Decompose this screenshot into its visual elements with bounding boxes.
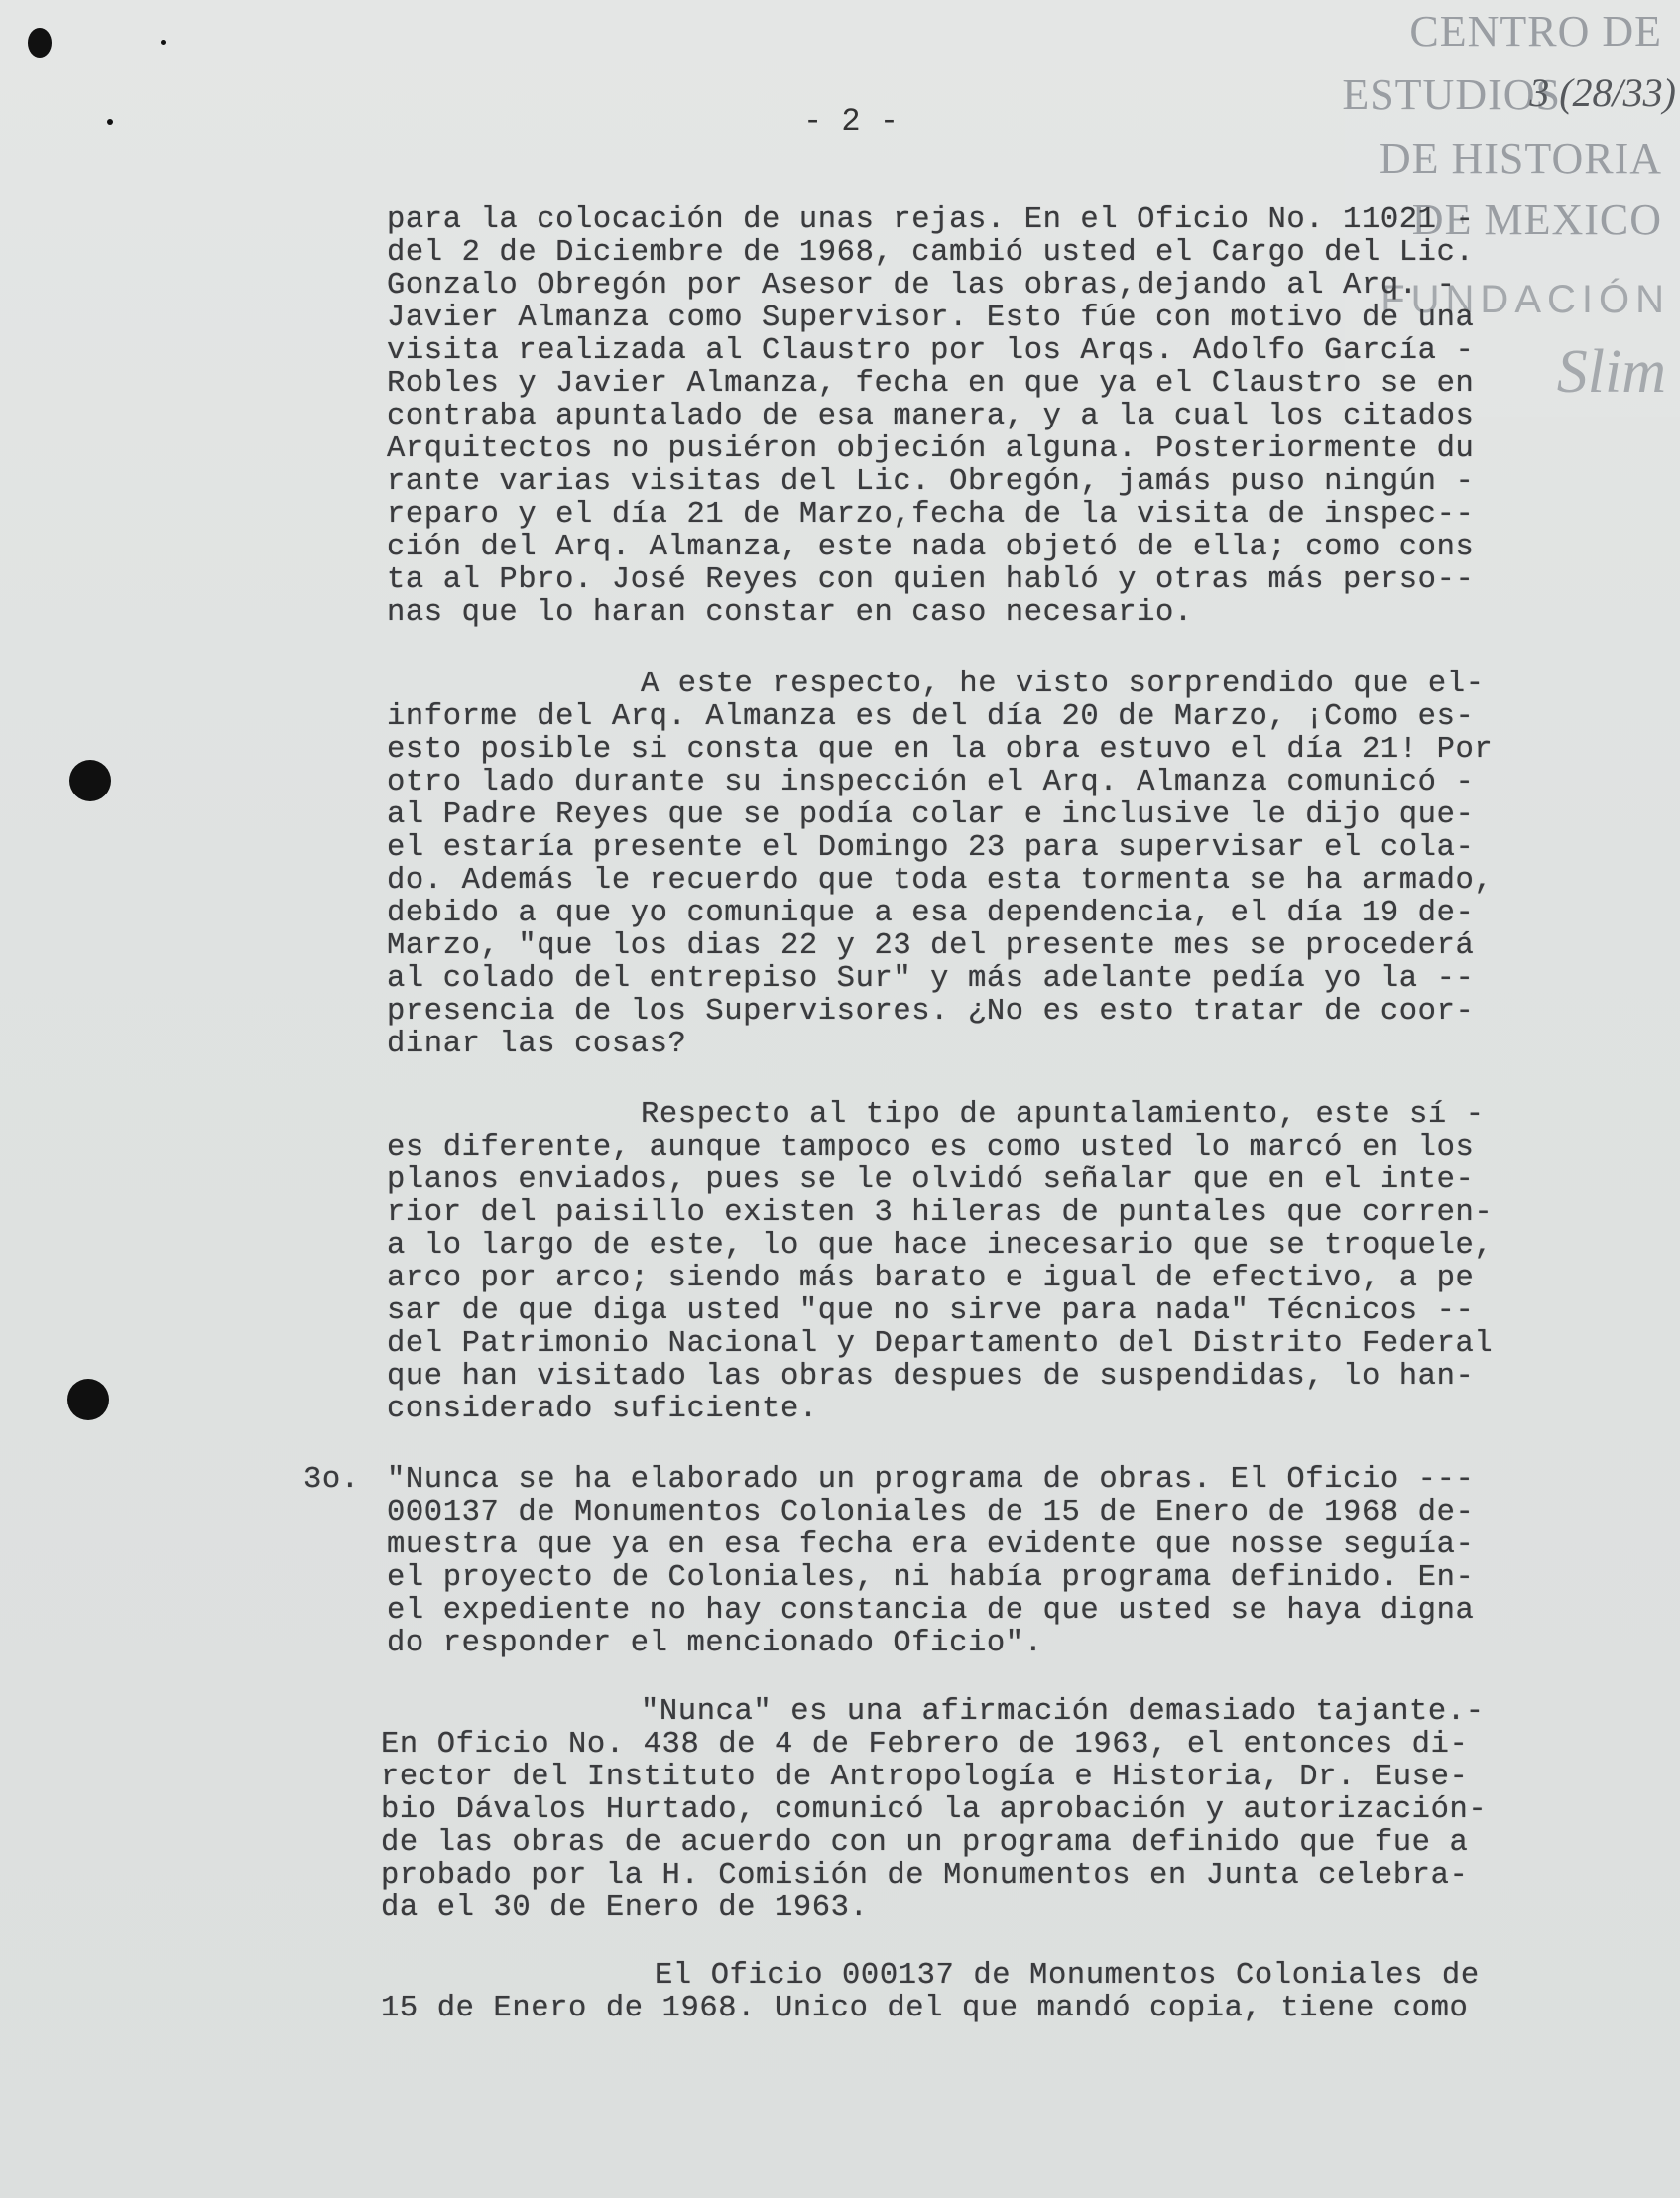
text-line: el expediente no hay constancia de que usted se haya digna — [387, 1594, 1475, 1628]
text-line: planos enviados, pues se le olvidó señalar que en el inte- — [387, 1163, 1475, 1197]
page-number: - 2 - — [803, 103, 900, 140]
text-line: En Oficio No. 438 de 4 de Febrero de 1963, el entonces di- — [381, 1728, 1469, 1762]
punch-hole-bottom — [67, 1379, 109, 1420]
text-line: rior del paisillo existen 3 hileras de puntales que corren- — [387, 1196, 1494, 1230]
text-line: Robles y Javier Almanza, fecha en que ya el Claustro se en — [387, 367, 1475, 401]
text-line: al Padre Reyes que se podía colar e inclusive le dijo que- — [387, 798, 1475, 832]
text-line: ta al Pbro. José Reyes con quien habló y otras más perso-- — [387, 563, 1475, 597]
text-line: el estaría presente el Domingo 23 para supervisar el cola- — [387, 831, 1475, 865]
text-line: es diferente, aunque tampoco es como usted lo marcó en los — [387, 1131, 1475, 1164]
text-line: presencia de los Supervisores. ¿No es esto tratar de coor- — [387, 995, 1475, 1029]
text-line: para la colocación de unas rejas. En el Oficio No. 11021 - — [387, 203, 1475, 237]
text-line: "Nunca se ha elaborado un programa de obras. El Oficio --- — [387, 1463, 1475, 1497]
text-line: rector del Instituto de Antropología e Historia, Dr. Euse- — [381, 1761, 1469, 1794]
text-line: el proyecto de Coloniales, ni había programa definido. En- — [387, 1561, 1475, 1595]
text-line: visita realizada al Claustro por los Arqs. Adolfo García - — [387, 334, 1475, 368]
text-line: esto posible si consta que en la obra estuvo el día 21! Por — [387, 733, 1494, 767]
text-line: Respecto al tipo de apuntalamiento, este sí - — [641, 1098, 1485, 1132]
text-line: da el 30 de Enero de 1963. — [381, 1892, 869, 1925]
stamp-foundation: FUNDACIÓN — [1380, 278, 1670, 321]
text-line: reparo y el día 21 de Marzo,fecha de la visita de inspec-- — [387, 498, 1475, 532]
text-line: al colado del entrepiso Sur" y más adelante pedía yo la -- — [387, 962, 1475, 996]
text-line: ción del Arq. Almanza, este nada objetó de ella; como cons — [387, 531, 1475, 564]
text-line: Gonzalo Obregón por Asesor de las obras,dejando al Arq. - — [387, 269, 1456, 303]
stamp-slim: Slim — [1556, 338, 1666, 406]
text-line: sar de que diga usted "que no sirve para nada" Técnicos -- — [387, 1294, 1475, 1328]
stamp-line: DE MEXICO — [1411, 195, 1662, 244]
ink-speck — [28, 28, 52, 58]
text-line: A este respecto, he visto sorprendido que el- — [641, 668, 1485, 701]
text-line: bio Dávalos Hurtado, comunicó la aprobación y autorización- — [381, 1793, 1488, 1827]
text-line: que han visitado las obras despues de suspendidas, lo han- — [387, 1360, 1475, 1394]
text-line: otro lado durante su inspección el Arq. Almanza comunicó - — [387, 766, 1475, 799]
text-line: do responder el mencionado Oficio". — [387, 1627, 1043, 1660]
text-line: 15 de Enero de 1968. Unico del que mandó copia, tiene como — [381, 1992, 1469, 2025]
stamp-line: CENTRO DE — [1409, 7, 1662, 56]
text-line: arco por arco; siendo más barato e igual de efectivo, a pe — [387, 1262, 1475, 1295]
text-line: del Patrimonio Nacional y Departamento del Distrito Federal — [387, 1327, 1494, 1361]
stamp-line: DE HISTORIA — [1379, 134, 1662, 183]
text-line: a lo largo de este, lo que hace inecesario que se troquele, — [387, 1229, 1494, 1263]
text-line: del 2 de Diciembre de 1968, cambió usted el Cargo del Lic. — [387, 236, 1475, 270]
text-line: Arquitectos no pusiéron objeción alguna. Posteriormente du — [387, 432, 1475, 466]
punch-hole-top — [69, 760, 111, 801]
text-line: 000137 de Monumentos Coloniales de 15 de Enero de 1968 de- — [387, 1496, 1475, 1529]
text-line: considerado suficiente. — [387, 1393, 818, 1426]
text-line: contraba apuntalado de esa manera, y a la cual los citados — [387, 400, 1475, 433]
text-line: nas que lo haran constar en caso necesario. — [387, 596, 1193, 630]
text-line: informe del Arq. Almanza es del día 20 de Marzo, ¡Como es- — [387, 700, 1475, 734]
text-line: de las obras de acuerdo con un programa definido que fue a — [381, 1826, 1469, 1860]
text-line: El Oficio 000137 de Monumentos Coloniales de — [655, 1959, 1480, 1993]
folio-number: 3 (28/33) — [1529, 70, 1676, 115]
text-line: rante varias visitas del Lic. Obregón, jamás puso ningún - — [387, 465, 1475, 499]
text-line: muestra que ya en esa fecha era evidente que nosse seguía- — [387, 1528, 1475, 1562]
stamp-line: ESTUDIOS — [1342, 70, 1561, 119]
section-number: 3o. — [303, 1463, 360, 1497]
text-line: do. Además le recuerdo que toda esta tormenta se ha armado, — [387, 864, 1494, 898]
text-line: probado por la H. Comisión de Monumentos en Junta celebra- — [381, 1859, 1469, 1893]
text-line: Marzo, "que los dias 22 y 23 del presente mes se procederá — [387, 929, 1475, 963]
text-line: "Nunca" es una afirmación demasiado tajante.- — [641, 1695, 1485, 1729]
text-line: dinar las cosas? — [387, 1028, 687, 1061]
ink-speck — [107, 119, 113, 125]
ink-speck — [161, 40, 166, 45]
text-line: Javier Almanza como Supervisor. Esto fúe con motivo de una — [387, 302, 1475, 335]
text-line: debido a que yo comunique a esa dependencia, el día 19 de- — [387, 897, 1475, 930]
